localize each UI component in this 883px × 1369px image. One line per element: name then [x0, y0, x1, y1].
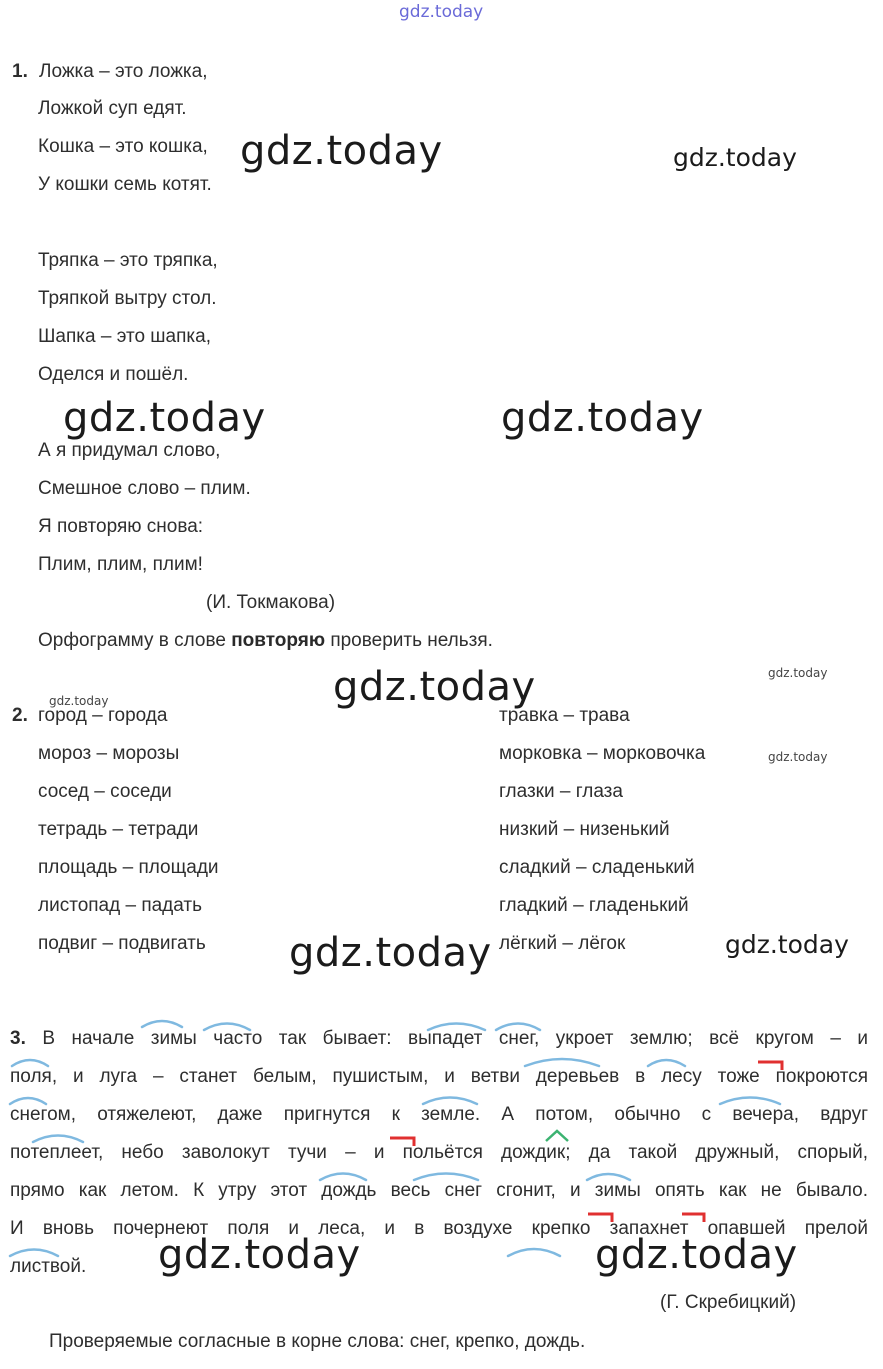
poem-line: А я придумал слово,: [38, 440, 221, 461]
word-pair: сладкий – сладенький: [499, 857, 695, 878]
text-line: 3. В начале зимы часто так бывает: выпадет снег, укроет землю; всё кругом – и: [10, 1028, 869, 1049]
text-author: (Г. Скребицкий): [660, 1292, 797, 1313]
watermark: gdz.today: [673, 143, 797, 172]
watermark: gdz.today: [725, 930, 849, 959]
word-pair: листопад – падать: [38, 895, 203, 916]
poem-line: У кошки семь котят.: [38, 174, 212, 195]
word-pair: глазки – глаза: [499, 781, 623, 802]
text-line: потеплеет, небо заволокут тучи – и польётся дождик; да такой дружный, спорый,: [10, 1142, 868, 1163]
text-line: поля, и луга – станет белым, пушистым, и ветви деревьев в лесу тоже покроются: [10, 1066, 868, 1087]
poem-line: Я повторяю снова:: [38, 516, 204, 537]
watermark: gdz.today: [768, 750, 828, 764]
poem-line: Кошка – это кошка,: [38, 136, 208, 157]
watermark: gdz.today: [49, 694, 109, 708]
exercise-2-number: 2.: [12, 705, 28, 726]
word-pair: подвиг – подвигать: [38, 933, 206, 954]
text-line: листвой.: [10, 1256, 87, 1277]
watermark: gdz.today: [768, 666, 828, 680]
text-line: снегом, отяжелеют, даже пригнутся к земле. А потом, обычно с вечера, вдруг: [10, 1104, 868, 1125]
watermark: gdz.today: [501, 395, 704, 441]
poem-line: Ложка – это ложка,: [39, 61, 208, 82]
poem-line: Тряпка – это тряпка,: [38, 250, 218, 271]
poem-line: Ложкой суп едят.: [38, 98, 187, 119]
word-pair: сосед – соседи: [38, 781, 172, 802]
word-pair: мороз – морозы: [38, 743, 180, 764]
watermark: gdz.today: [158, 1232, 361, 1278]
poem-line: Оделся и пошёл.: [38, 364, 189, 385]
text-line: И вновь почернеют поля и леса, и в воздухе крепко запахнет опавшей прелой: [10, 1218, 868, 1239]
text-line: прямо как летом. К утру этот дождь весь снег сгонит, и зимы опять как не бывало.: [10, 1180, 868, 1201]
exercise-1-conclusion: Орфограмму в слове повторяю проверить нельзя.: [38, 630, 493, 651]
highlight-word: повторяю: [231, 630, 326, 651]
exercise-3-conclusion: Проверяемые согласные в корне слова: снег, крепко, дождь.: [49, 1331, 586, 1352]
watermark: gdz.today: [289, 930, 492, 976]
poem-line: Шапка – это шапка,: [38, 326, 211, 347]
poem-line: Смешное слово – плим.: [38, 478, 251, 499]
poem-line: Плим, плим, плим!: [38, 554, 203, 575]
word-pair: морковка – морковочка: [499, 743, 706, 764]
word-pair: площадь – площади: [38, 857, 219, 878]
poem-line: Тряпкой вытру стол.: [38, 288, 217, 309]
word-pair: низкий – низенький: [499, 819, 670, 840]
poem-author: (И. Токмакова): [206, 592, 336, 613]
word-pair: травка – трава: [499, 705, 630, 726]
watermark: gdz.today: [240, 128, 443, 174]
top-watermark: gdz.today: [399, 2, 484, 22]
watermark: gdz.today: [595, 1232, 798, 1278]
exercise-1-number: 1.: [12, 61, 28, 82]
watermark: gdz.today: [333, 664, 536, 710]
watermark: gdz.today: [63, 395, 266, 441]
word-pair: гладкий – гладенький: [499, 895, 689, 916]
word-pair: тетрадь – тетради: [38, 819, 199, 840]
word-pair: лёгкий – лёгок: [499, 933, 626, 954]
word-pair: город – города: [38, 705, 168, 726]
